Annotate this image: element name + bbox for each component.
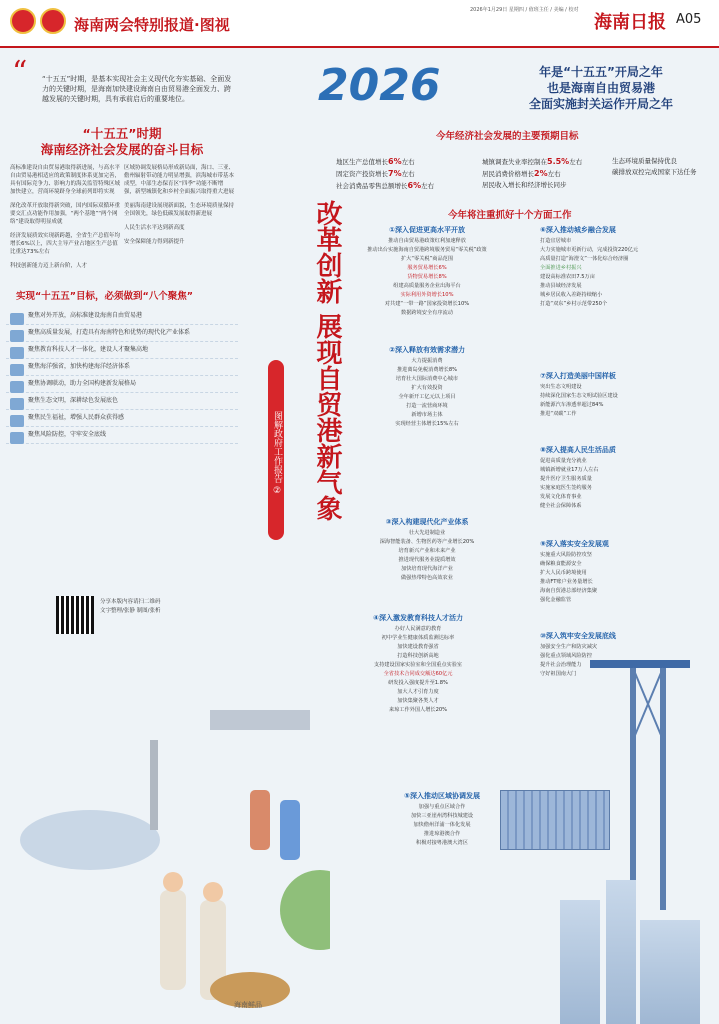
qr-line-2: 文字整理/张静 制图/张析 <box>100 608 161 614</box>
indicator-item: 居民收入增长和经济增长同步 <box>482 181 567 189</box>
task-block-7 <box>540 372 715 419</box>
goals-col-2 <box>124 164 234 276</box>
task-line: 提升医疗卫生服务质量 <box>540 476 592 482</box>
task-line: 做强热带特色高效农业 <box>401 575 453 581</box>
qr-line-1: 分享本版内容请扫二维码 <box>100 599 161 605</box>
section-title-goals <box>6 126 238 158</box>
page-number: A05 <box>676 12 702 27</box>
task-line: 培育新兴产业和未来产业 <box>398 548 456 554</box>
list-item: 聚焦民生福祉，增强人民群众获得感 <box>6 410 238 427</box>
list-item: 聚焦教育科技人才一体化，建设人才聚集高地 <box>6 342 238 359</box>
hero-sub-1: 年是“十五五”开局之年 <box>539 65 663 79</box>
task-line: 新增市场主体 <box>411 412 443 418</box>
indicator-item: 生态环境质量保持优良 <box>612 157 677 165</box>
footer-caption: 海南鲜品 <box>234 1001 262 1009</box>
task-line: 提升社会治理能力 <box>540 662 582 668</box>
newspaper-logo: 海南日报 <box>594 12 666 33</box>
task-line: 健全社会保障体系 <box>540 503 582 509</box>
header-title: 海南两会特别报道·图视 <box>74 16 230 34</box>
list-item: 人民生活水平达到新高度 <box>124 225 185 231</box>
task-line: 打造“双东”乡村示范带250个 <box>540 301 608 307</box>
task-line: 实际利用外资增长10% <box>400 292 454 298</box>
qr-code[interactable] <box>56 596 94 634</box>
qr-caption <box>100 598 161 616</box>
section-title-line-1: “十五五”时期 <box>82 126 162 141</box>
task-line: 持续深化国家生态文明试验区建设 <box>540 393 618 399</box>
task-heading: ⑦深入打造美丽中国样板 <box>540 372 616 380</box>
task-heading: ③深入构建现代化产业体系 <box>385 518 469 526</box>
task-line: 发展文化体育事业 <box>540 494 582 500</box>
task-line: 培育壮大国际消费中心城市 <box>395 376 459 382</box>
task-block-4 <box>330 614 506 715</box>
building-icon <box>560 900 600 1024</box>
indicator-item: 碳排放双控完成国家下达任务 <box>612 168 697 176</box>
task-line: 来琼工作外国人增长20% <box>388 707 448 713</box>
task-line: 守好祖国南大门 <box>540 671 577 677</box>
task-line: 对共建“一带一路”国家投资增长10% <box>384 301 470 307</box>
hero-year: 2026 <box>318 60 441 111</box>
national-emblem-icon <box>40 8 66 34</box>
party-emblem-icon <box>10 8 36 34</box>
task-line: 强化金融监管 <box>540 597 572 603</box>
series-badge: 图解政府工作报告 ② <box>268 360 284 540</box>
list-item: 科技创新能力迈上新台阶，人才 <box>10 263 88 269</box>
list-item: 聚焦风险防控，守牢安全底线 <box>6 427 238 444</box>
illustration-people-icon <box>0 660 330 1024</box>
task-line: 打造一流营商环境 <box>406 403 448 409</box>
list-item: 高标准建设自由贸易港取得新进展，与高水平自由贸易港相适应的政策制度体系更加完善，具有国际竞争力、影响力的海关监管特殊区域加快建立，营商环境跻身全球前列即将实现 <box>10 165 121 195</box>
task-line: 办好人民满意的教育 <box>394 626 442 632</box>
task-heading: ⑩深入筑牢安全发展底线 <box>540 632 616 640</box>
task-line: 城乡居民收入差距持续缩小 <box>540 292 603 298</box>
task-heading: ⑤深入推动区域协调发展 <box>404 792 480 800</box>
task-line: 推动县域经济发展 <box>540 283 582 289</box>
building-icon <box>606 880 636 1024</box>
task-line: 加强安全生产和防灾减灾 <box>540 644 598 650</box>
task-line: 大力提振消费 <box>411 358 443 364</box>
task-line: 大力实施城市更新行动，完成投资220亿元 <box>540 247 639 253</box>
hero-sub-2: 也是海南自由贸易港 <box>546 81 655 95</box>
task-line: 海南自贸港总部经济集聚 <box>540 588 598 594</box>
task-line: 扩大“零关税”商品范围 <box>400 256 454 262</box>
list-item: 深化改革开放取得新突破，国内国际双循环重要交汇点功能作用加强，“两个基地”“两个网络”建设取得明显成就 <box>10 203 121 225</box>
goals-col-1 <box>10 164 120 276</box>
task-line: 深海智能装备、生物医药等产业增长20% <box>379 539 475 545</box>
task-line: 组建高质量服务企业出海平台 <box>393 283 461 289</box>
task-block-6 <box>540 226 715 309</box>
task-line: 高质量打造“海澄文”一体化综合经济圈 <box>540 256 629 262</box>
task-line: 推进现代服务业提质增效 <box>398 557 456 563</box>
indicator-item: 固定资产投资增长7%左右 <box>336 169 415 178</box>
task-line: 加快培育现代海洋产业 <box>401 566 453 572</box>
task-line: 研发投入强度提升至1.8% <box>388 680 448 686</box>
task-heading: ⑥深入推动城乡融合发展 <box>540 226 616 234</box>
indicator-item: 居民消费价格增长2%左右 <box>482 169 561 178</box>
list-item: 美丽海南建设展现新面貌，生态环境质量保持全国领先，绿色低碳发展取得新进展 <box>124 203 235 217</box>
list-item: 经济发展质效实现新跨越，全省生产总值年均增长6%以上，四大主导产业占地区生产总值比重达73%左右 <box>10 233 121 255</box>
task-block-5 <box>380 792 504 848</box>
task-line: 推进离岛免税消费增长8% <box>396 367 458 373</box>
task-line: 扩大有效投资 <box>411 385 443 391</box>
intro-quote-text: “十五五”时期，是基本实现社会主义现代化夯实基础、全面发力的关键时期，是海南加快建设海南自由贸易港全面发力、跨越发展的关键时期，具有承前启后的重要地位。 <box>42 75 232 103</box>
task-line: 全面推进乡村振兴 <box>540 265 582 271</box>
task-line: 初中学业生健康体质监测达标率 <box>381 635 455 641</box>
task-line: 新能源汽车渗透率超过84% <box>540 402 604 408</box>
indicator-item: 社会消费品零售总额增长6%左右 <box>336 181 435 190</box>
task-line: 推动出台实施海南自贸港跨境服务贸易“零关税”政策 <box>367 247 487 253</box>
eight-focus-list <box>6 308 238 444</box>
task-line: 加快三亚崖州湾科技城建设 <box>410 813 474 819</box>
task-heading: ⑧深入提高人民生活品质 <box>540 446 616 454</box>
list-item: 聚焦海洋强省，加快构建海洋经济体系 <box>6 359 238 376</box>
task-line: 推进琼港澳合作 <box>423 831 461 837</box>
task-block-1 <box>352 226 502 318</box>
task-line: 积极对接粤港澳大湾区 <box>416 840 468 846</box>
task-line: 实施重大风险防控攻坚 <box>540 552 592 558</box>
task-block-3 <box>352 518 502 583</box>
task-line: 确保粮食能源安全 <box>540 561 582 567</box>
task-line: 货物贸易增长8% <box>407 274 447 280</box>
task-heading: ②深入释放有效需求潜力 <box>389 346 465 354</box>
task-line: 促进高质量充分就业 <box>540 458 587 464</box>
task-block-2 <box>352 346 502 429</box>
port-crane-icon <box>590 620 690 920</box>
hero-sub-3: 全面实施封关运作开局之年 <box>528 97 673 111</box>
indicator-item: 城镇调查失业率控制在5.5%左右 <box>482 157 583 166</box>
task-line: 打造科技创新高地 <box>397 653 439 659</box>
task-line: 加快集聚各类人才 <box>397 698 439 704</box>
indicators-title: 今年经济社会发展的主要预期目标 <box>436 131 579 142</box>
task-line: 城镇新增就业17万人左右 <box>540 467 599 473</box>
task-line: 数据跨境安全有序流动 <box>401 310 453 316</box>
list-item: 聚焦协调联动，助力全国构建新发展格局 <box>6 376 238 393</box>
shipping-containers-icon <box>500 790 610 850</box>
hero-subtitle <box>486 64 716 112</box>
indicator-group-1 <box>336 156 434 192</box>
task-line: 壮大先进制造业 <box>408 530 446 536</box>
task-heading: ④深入激发教育科技人才活力 <box>373 614 463 622</box>
task-line: 推动FT账户业务量增长 <box>540 579 593 585</box>
task-line: 全省技术合同成交额达60亿元 <box>383 671 453 677</box>
indicator-item: 地区生产总值增长6%左右 <box>336 157 415 166</box>
eight-focus-title: 实现“十五五”目标，必须做到“八个聚焦” <box>16 291 193 302</box>
building-icon <box>640 920 700 1024</box>
goals-two-column <box>6 164 238 276</box>
task-line: 实现经营主体增长15%左右 <box>395 421 459 427</box>
task-line: 打造宜居城市 <box>540 238 572 244</box>
task-line: 加强与重点区域合作 <box>418 804 466 810</box>
task-line: 全年新开工亿元以上项目 <box>398 394 456 400</box>
task-line: 推动自由贸易港政策红利加速释放 <box>388 238 466 244</box>
quote-mark-icon: “ <box>12 55 28 90</box>
task-block-9 <box>540 540 715 605</box>
task-block-8 <box>540 446 715 511</box>
list-item: 聚焦对外开放，高标准建设海南自由贸易港 <box>6 308 238 325</box>
task-line: 突出生态文明建设 <box>540 384 582 390</box>
ten-tasks-title: 今年将注重抓好十个方面工作 <box>448 210 572 221</box>
task-line: 实施家庭医生签约服务 <box>540 485 592 491</box>
list-item: 区域协调发展格局形成新局面，海口、三亚、儋州辐射带动能力明显增强，滨海城市带基本成型，中部生态保育区“四季”功能不断增强，新型城镇化和乡村全面振兴取得重大进展 <box>124 165 235 195</box>
task-line: 加快建设教育强省 <box>397 644 439 650</box>
task-line: 支持建设国家实验室和全国重点实验室 <box>373 662 463 668</box>
indicator-group-3 <box>612 156 716 178</box>
header-meta: 2026年1月29日 星期四 / 值班主任 / 美编 / 校对 <box>470 7 579 13</box>
task-line: 强化重点领域风险防控 <box>540 653 592 659</box>
task-line: 建设高标准农田7.5万亩 <box>540 274 595 280</box>
list-item: 聚焦生态文明，深耕绿色发展底色 <box>6 393 238 410</box>
list-item: 安全保障能力得到新提升 <box>124 239 185 245</box>
vertical-main-title: 改革创新 展现自贸港新气象 <box>312 200 342 522</box>
task-line: 加快儋州洋浦一体化发展 <box>413 822 471 828</box>
page-header <box>0 0 719 48</box>
intro-quote <box>6 55 238 110</box>
indicator-group-2 <box>482 156 582 191</box>
task-line: 扩大人民币跨境使用 <box>540 570 587 576</box>
list-item: 聚焦高质量发展，打造具有海南特色和优势的现代化产业体系 <box>6 325 238 342</box>
task-heading: ⑨深入落实安全发展观 <box>540 540 609 548</box>
section-title-line-2: 海南经济社会发展的奋斗目标 <box>40 142 204 157</box>
task-line: 加大人才引育力度 <box>397 689 439 695</box>
task-heading: ①深入促进更高水平开放 <box>389 226 465 234</box>
task-line: 推进“双碳”工作 <box>540 411 577 417</box>
task-line: 服务贸易增长6% <box>407 265 447 271</box>
